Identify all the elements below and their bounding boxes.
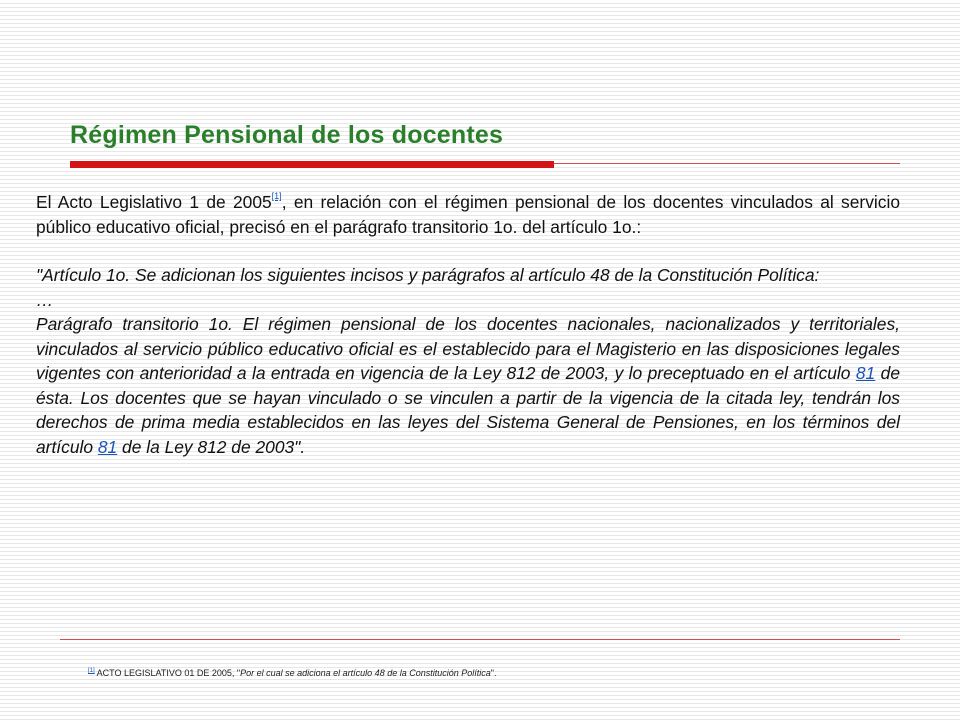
footnote-reference[interactable] (272, 191, 282, 201)
slide-title: Régimen Pensional de los docentes (70, 121, 504, 149)
intro-paragraph (36, 190, 900, 239)
footnote-reference-link[interactable]: [1] (271, 191, 282, 201)
footnote-marker[interactable] (88, 668, 95, 674)
quote-paragraph (36, 312, 900, 459)
intro-text-start: El Acto Legislativo 1 de 2005 (36, 192, 272, 212)
quote-opening: "Artículo 1o. Se adicionan los siguientes incisos y parágrafos al artículo 48 de la Constitución Política: (36, 265, 820, 285)
quote-text-part1: Parágrafo transitorio 1o. El régimen pensional de los docentes nacionales, nacionalizados y territoriales, vinculados al servicio público educativo oficial es el establecido para el Magisterio en las disposiciones legales vigentes con anterioridad a la entrada en vigencia de la Ley 812 de 2003, y lo preceptuado en el artículo (36, 314, 900, 383)
title-underline-rule (554, 163, 900, 164)
quote-ellipsis: … (36, 289, 54, 310)
footnote-marker-link[interactable]: [1] (88, 668, 95, 674)
footnote-description: Por el cual se adiciona el artículo 48 de la Constitución Política (240, 668, 491, 678)
quote-text-part2: de ésta. Los docentes que se hayan vinculado o se vinculen a partir de la vigencia de la citada ley, tendrán los derechos de prima media establecidos en las leyes del Sistema General de Pensiones, en los términos del artículo (36, 363, 900, 457)
quote-text-part3: de la Ley 812 de 2003". (117, 436, 306, 457)
footnote (88, 668, 496, 678)
article-81-link[interactable]: 81 (855, 363, 876, 383)
article-81-link-second[interactable]: 81 (97, 436, 118, 457)
footnote-separator (60, 639, 900, 640)
intro-text-end: , en relación con el régimen pensional de los docentes vinculados al servicio público educativo oficial, precisó en el parágrafo transitorio 1o. del artículo 1o.: (36, 192, 900, 237)
footnote-source: ACTO LEGISLATIVO 01 DE 2005, " (94, 668, 241, 678)
paragraph-spacer (36, 239, 900, 263)
title-underline-bar (70, 161, 554, 168)
slide-body (36, 190, 900, 459)
footnote-closing: ". (490, 668, 497, 678)
